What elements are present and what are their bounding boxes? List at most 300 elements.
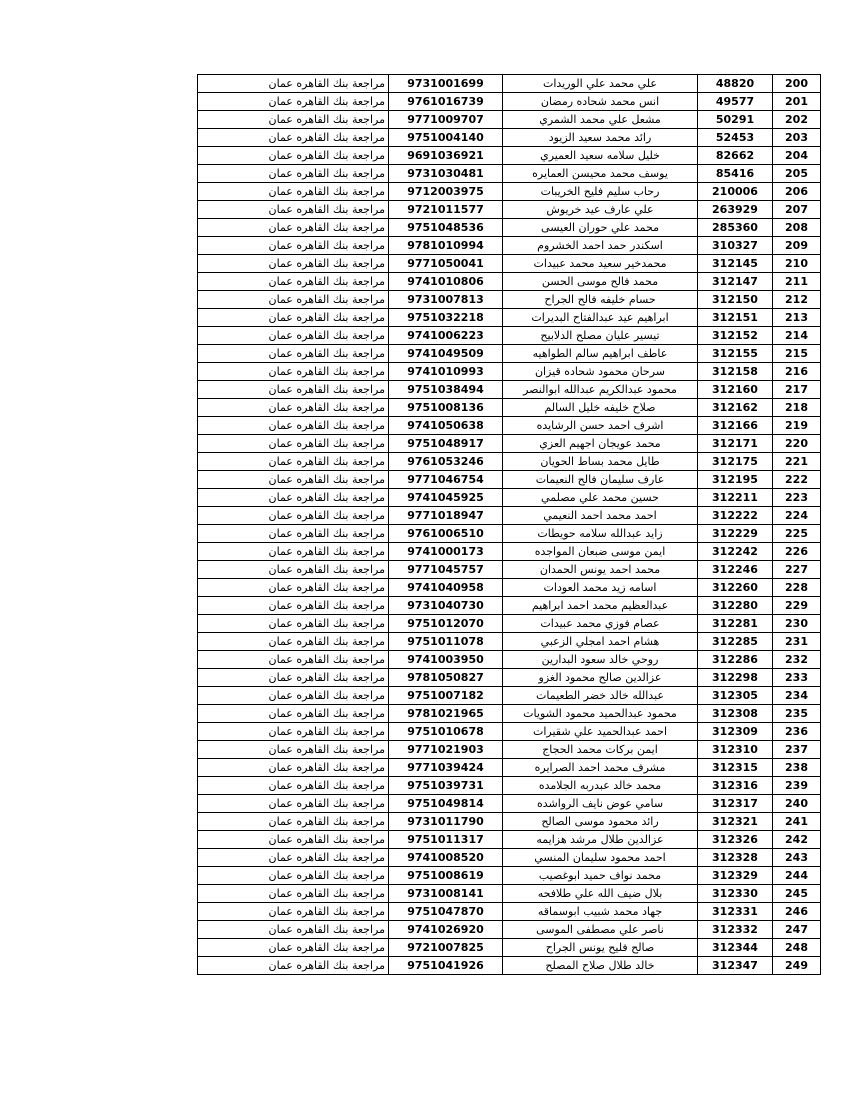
id-number-cell: 312286 — [698, 651, 773, 669]
account-number-cell: 9781021965 — [389, 705, 503, 723]
account-number-cell: 9731040730 — [389, 597, 503, 615]
branch-cell: مراجعة بنك القاهره عمان — [198, 849, 389, 867]
table-row — [198, 75, 821, 93]
branch-cell: مراجعة بنك القاهره عمان — [198, 129, 389, 147]
table-row — [198, 435, 821, 453]
table-row — [198, 219, 821, 237]
id-number-cell: 312175 — [698, 453, 773, 471]
table-row — [198, 417, 821, 435]
id-number-cell: 312315 — [698, 759, 773, 777]
account-number-cell: 9741045925 — [389, 489, 503, 507]
id-number-cell: 263929 — [698, 201, 773, 219]
table-row — [198, 165, 821, 183]
table-row — [198, 453, 821, 471]
row-number-cell: 209 — [773, 237, 821, 255]
account-number-cell: 9781050827 — [389, 669, 503, 687]
id-number-cell: 285360 — [698, 219, 773, 237]
branch-cell: مراجعة بنك القاهره عمان — [198, 633, 389, 651]
row-number-cell: 237 — [773, 741, 821, 759]
name-cell: خليل سلامه سعيد العميري — [503, 147, 698, 165]
account-number-cell: 9751004140 — [389, 129, 503, 147]
name-cell: محمد خالد عبدربه الجلامده — [503, 777, 698, 795]
account-number-cell: 9751012070 — [389, 615, 503, 633]
table-row — [198, 399, 821, 417]
name-cell: اشرف احمد حسن الرشايده — [503, 417, 698, 435]
name-cell: عارف سليمان فالح النعيمات — [503, 471, 698, 489]
name-cell: حسين محمد علي مصلمي — [503, 489, 698, 507]
account-number-cell: 9731001699 — [389, 75, 503, 93]
table-row — [198, 525, 821, 543]
table-row — [198, 615, 821, 633]
branch-cell: مراجعة بنك القاهره عمان — [198, 147, 389, 165]
name-cell: سامي عوض نايف الرواشده — [503, 795, 698, 813]
id-number-cell: 312298 — [698, 669, 773, 687]
row-number-cell: 207 — [773, 201, 821, 219]
branch-cell: مراجعة بنك القاهره عمان — [198, 93, 389, 111]
table-row — [198, 813, 821, 831]
row-number-cell: 218 — [773, 399, 821, 417]
account-number-cell: 9731011790 — [389, 813, 503, 831]
table-row — [198, 507, 821, 525]
name-cell: علي عارف عيد خريوش — [503, 201, 698, 219]
name-cell: احمد محمود سليمان المنسي — [503, 849, 698, 867]
table-row — [198, 93, 821, 111]
table-row — [198, 129, 821, 147]
name-cell: صلاح خليفه خليل السالم — [503, 399, 698, 417]
id-number-cell: 312328 — [698, 849, 773, 867]
row-number-cell: 229 — [773, 597, 821, 615]
id-number-cell: 82662 — [698, 147, 773, 165]
account-number-cell: 9731008141 — [389, 885, 503, 903]
id-number-cell: 312316 — [698, 777, 773, 795]
table-row — [198, 201, 821, 219]
row-number-cell: 214 — [773, 327, 821, 345]
row-number-cell: 234 — [773, 687, 821, 705]
branch-cell: مراجعة بنك القاهره عمان — [198, 435, 389, 453]
id-number-cell: 48820 — [698, 75, 773, 93]
account-number-cell: 9751047870 — [389, 903, 503, 921]
row-number-cell: 248 — [773, 939, 821, 957]
branch-cell: مراجعة بنك القاهره عمان — [198, 165, 389, 183]
records-table — [197, 74, 821, 975]
branch-cell: مراجعة بنك القاهره عمان — [198, 939, 389, 957]
name-cell: علي محمد علي الوريدات — [503, 75, 698, 93]
table-row — [198, 867, 821, 885]
table-row — [198, 183, 821, 201]
id-number-cell: 312321 — [698, 813, 773, 831]
name-cell: سرحان محمود شحاده قيزان — [503, 363, 698, 381]
table-row — [198, 471, 821, 489]
id-number-cell: 312308 — [698, 705, 773, 723]
branch-cell: مراجعة بنك القاهره عمان — [198, 399, 389, 417]
name-cell: ايمن موسى ضبعان المواجده — [503, 543, 698, 561]
account-number-cell: 9751010678 — [389, 723, 503, 741]
id-number-cell: 210006 — [698, 183, 773, 201]
id-number-cell: 49577 — [698, 93, 773, 111]
row-number-cell: 220 — [773, 435, 821, 453]
table-row — [198, 111, 821, 129]
account-number-cell: 9751039731 — [389, 777, 503, 795]
account-number-cell: 9741049509 — [389, 345, 503, 363]
id-number-cell: 312310 — [698, 741, 773, 759]
id-number-cell: 312260 — [698, 579, 773, 597]
table-row — [198, 939, 821, 957]
row-number-cell: 226 — [773, 543, 821, 561]
name-cell: خالد طلال صلاح المصلح — [503, 957, 698, 975]
account-number-cell: 9751038494 — [389, 381, 503, 399]
row-number-cell: 202 — [773, 111, 821, 129]
id-number-cell: 312329 — [698, 867, 773, 885]
row-number-cell: 241 — [773, 813, 821, 831]
row-number-cell: 227 — [773, 561, 821, 579]
row-number-cell: 249 — [773, 957, 821, 975]
id-number-cell: 312171 — [698, 435, 773, 453]
branch-cell: مراجعة بنك القاهره عمان — [198, 597, 389, 615]
table-row — [198, 849, 821, 867]
table-row — [198, 723, 821, 741]
branch-cell: مراجعة بنك القاهره عمان — [198, 75, 389, 93]
account-number-cell: 9761016739 — [389, 93, 503, 111]
branch-cell: مراجعة بنك القاهره عمان — [198, 291, 389, 309]
account-number-cell: 9751048536 — [389, 219, 503, 237]
row-number-cell: 240 — [773, 795, 821, 813]
name-cell: رحاب سليم فليح الخريبات — [503, 183, 698, 201]
id-number-cell: 312331 — [698, 903, 773, 921]
branch-cell: مراجعة بنك القاهره عمان — [198, 723, 389, 741]
account-number-cell: 9751041926 — [389, 957, 503, 975]
id-number-cell: 312229 — [698, 525, 773, 543]
table-row — [198, 633, 821, 651]
name-cell: محمد علي حوران العيسى — [503, 219, 698, 237]
branch-cell: مراجعة بنك القاهره عمان — [198, 489, 389, 507]
branch-cell: مراجعة بنك القاهره عمان — [198, 201, 389, 219]
id-number-cell: 85416 — [698, 165, 773, 183]
name-cell: محمود عبدالكريم عبدالله ابوالنصر — [503, 381, 698, 399]
id-number-cell: 312285 — [698, 633, 773, 651]
name-cell: تيسير عليان مصلح الدلابيح — [503, 327, 698, 345]
id-number-cell: 310327 — [698, 237, 773, 255]
account-number-cell: 9751048917 — [389, 435, 503, 453]
branch-cell: مراجعة بنك القاهره عمان — [198, 687, 389, 705]
table-row — [198, 759, 821, 777]
account-number-cell: 9741026920 — [389, 921, 503, 939]
row-number-cell: 205 — [773, 165, 821, 183]
branch-cell: مراجعة بنك القاهره عمان — [198, 903, 389, 921]
branch-cell: مراجعة بنك القاهره عمان — [198, 759, 389, 777]
id-number-cell: 312330 — [698, 885, 773, 903]
id-number-cell: 312162 — [698, 399, 773, 417]
row-number-cell: 201 — [773, 93, 821, 111]
name-cell: محمدخير سعيد محمد عبيدات — [503, 255, 698, 273]
row-number-cell: 222 — [773, 471, 821, 489]
name-cell: عبدالعظيم محمد احمد ابراهيم — [503, 597, 698, 615]
table-row — [198, 327, 821, 345]
id-number-cell: 50291 — [698, 111, 773, 129]
name-cell: اسامه زيد محمد العودات — [503, 579, 698, 597]
name-cell: محمد احمد يونس الحمدان — [503, 561, 698, 579]
name-cell: زايد عبدالله سلامه حويطات — [503, 525, 698, 543]
row-number-cell: 233 — [773, 669, 821, 687]
account-number-cell: 9761053246 — [389, 453, 503, 471]
row-number-cell: 203 — [773, 129, 821, 147]
name-cell: محمد نواف حميد ابوغصيب — [503, 867, 698, 885]
id-number-cell: 312150 — [698, 291, 773, 309]
account-number-cell: 9741008520 — [389, 849, 503, 867]
account-number-cell: 9741010993 — [389, 363, 503, 381]
row-number-cell: 221 — [773, 453, 821, 471]
name-cell: يوسف محمد محيسن العمايره — [503, 165, 698, 183]
row-number-cell: 247 — [773, 921, 821, 939]
name-cell: جهاد محمد شبيب ابوسماقه — [503, 903, 698, 921]
id-number-cell: 312280 — [698, 597, 773, 615]
row-number-cell: 224 — [773, 507, 821, 525]
branch-cell: مراجعة بنك القاهره عمان — [198, 795, 389, 813]
branch-cell: مراجعة بنك القاهره عمان — [198, 219, 389, 237]
account-number-cell: 9761006510 — [389, 525, 503, 543]
id-number-cell: 312344 — [698, 939, 773, 957]
branch-cell: مراجعة بنك القاهره عمان — [198, 831, 389, 849]
name-cell: عبدالله خالد خضر الطعيمات — [503, 687, 698, 705]
branch-cell: مراجعة بنك القاهره عمان — [198, 345, 389, 363]
id-number-cell: 312211 — [698, 489, 773, 507]
branch-cell: مراجعة بنك القاهره عمان — [198, 813, 389, 831]
account-number-cell: 9751007182 — [389, 687, 503, 705]
id-number-cell: 312222 — [698, 507, 773, 525]
name-cell: انس محمد شحاده رمضان — [503, 93, 698, 111]
id-number-cell: 312145 — [698, 255, 773, 273]
table-row — [198, 147, 821, 165]
name-cell: حسام خليفه فالح الجراح — [503, 291, 698, 309]
table-row — [198, 669, 821, 687]
branch-cell: مراجعة بنك القاهره عمان — [198, 255, 389, 273]
account-number-cell: 9712003975 — [389, 183, 503, 201]
name-cell: محمد عويجان اجهيم العزي — [503, 435, 698, 453]
branch-cell: مراجعة بنك القاهره عمان — [198, 417, 389, 435]
name-cell: صالح فليح يونس الجراح — [503, 939, 698, 957]
name-cell: عزالدين طلال مرشد هزايمه — [503, 831, 698, 849]
name-cell: محمود عبدالحميد محمود الشويات — [503, 705, 698, 723]
row-number-cell: 239 — [773, 777, 821, 795]
id-number-cell: 312332 — [698, 921, 773, 939]
id-number-cell: 52453 — [698, 129, 773, 147]
name-cell: ناصر علي مصطفى الموسى — [503, 921, 698, 939]
account-number-cell: 9741050638 — [389, 417, 503, 435]
table-row — [198, 777, 821, 795]
table-row — [198, 741, 821, 759]
name-cell: ابراهيم عيد عبدالفتاح البديرات — [503, 309, 698, 327]
table-row — [198, 705, 821, 723]
account-number-cell: 9771018947 — [389, 507, 503, 525]
table-row — [198, 651, 821, 669]
id-number-cell: 312155 — [698, 345, 773, 363]
name-cell: عصام فوزي محمد عبيدات — [503, 615, 698, 633]
table-row — [198, 363, 821, 381]
name-cell: احمد محمد احمد النعيمي — [503, 507, 698, 525]
account-number-cell: 9771039424 — [389, 759, 503, 777]
name-cell: عاطف ابراهيم سالم الطواهيه — [503, 345, 698, 363]
account-number-cell: 9751011078 — [389, 633, 503, 651]
account-number-cell: 9721011577 — [389, 201, 503, 219]
row-number-cell: 204 — [773, 147, 821, 165]
table-row — [198, 345, 821, 363]
account-number-cell: 9721007825 — [389, 939, 503, 957]
row-number-cell: 245 — [773, 885, 821, 903]
table-row — [198, 237, 821, 255]
name-cell: طايل محمد بساط الحويان — [503, 453, 698, 471]
branch-cell: مراجعة بنك القاهره عمان — [198, 921, 389, 939]
id-number-cell: 312242 — [698, 543, 773, 561]
row-number-cell: 223 — [773, 489, 821, 507]
name-cell: رائد محمود موسى الصالح — [503, 813, 698, 831]
id-number-cell: 312317 — [698, 795, 773, 813]
table-row — [198, 489, 821, 507]
row-number-cell: 211 — [773, 273, 821, 291]
row-number-cell: 232 — [773, 651, 821, 669]
branch-cell: مراجعة بنك القاهره عمان — [198, 381, 389, 399]
account-number-cell: 9731030481 — [389, 165, 503, 183]
name-cell: رائد محمد سعيد الزيود — [503, 129, 698, 147]
table-row — [198, 381, 821, 399]
table-row — [198, 831, 821, 849]
row-number-cell: 219 — [773, 417, 821, 435]
branch-cell: مراجعة بنك القاهره عمان — [198, 651, 389, 669]
row-number-cell: 243 — [773, 849, 821, 867]
row-number-cell: 212 — [773, 291, 821, 309]
branch-cell: مراجعة بنك القاهره عمان — [198, 741, 389, 759]
table-row — [198, 309, 821, 327]
id-number-cell: 312147 — [698, 273, 773, 291]
name-cell: مشرف محمد احمد الصرايره — [503, 759, 698, 777]
id-number-cell: 312152 — [698, 327, 773, 345]
row-number-cell: 246 — [773, 903, 821, 921]
account-number-cell: 9771046754 — [389, 471, 503, 489]
id-number-cell: 312160 — [698, 381, 773, 399]
row-number-cell: 216 — [773, 363, 821, 381]
table-row — [198, 291, 821, 309]
id-number-cell: 312195 — [698, 471, 773, 489]
account-number-cell: 9731007813 — [389, 291, 503, 309]
account-number-cell: 9751008136 — [389, 399, 503, 417]
branch-cell: مراجعة بنك القاهره عمان — [198, 561, 389, 579]
id-number-cell: 312326 — [698, 831, 773, 849]
row-number-cell: 210 — [773, 255, 821, 273]
account-number-cell: 9741000173 — [389, 543, 503, 561]
row-number-cell: 206 — [773, 183, 821, 201]
branch-cell: مراجعة بنك القاهره عمان — [198, 777, 389, 795]
table-row — [198, 903, 821, 921]
branch-cell: مراجعة بنك القاهره عمان — [198, 579, 389, 597]
table-row — [198, 561, 821, 579]
account-number-cell: 9771009707 — [389, 111, 503, 129]
name-cell: هشام احمد امجلي الزعبي — [503, 633, 698, 651]
row-number-cell: 217 — [773, 381, 821, 399]
branch-cell: مراجعة بنك القاهره عمان — [198, 615, 389, 633]
name-cell: مشعل علي محمد الشمري — [503, 111, 698, 129]
branch-cell: مراجعة بنك القاهره عمان — [198, 111, 389, 129]
table-row — [198, 957, 821, 975]
id-number-cell: 312309 — [698, 723, 773, 741]
account-number-cell: 9751008619 — [389, 867, 503, 885]
table-row — [198, 597, 821, 615]
account-number-cell: 9741010806 — [389, 273, 503, 291]
account-number-cell: 9741003950 — [389, 651, 503, 669]
account-number-cell: 9691036921 — [389, 147, 503, 165]
row-number-cell: 225 — [773, 525, 821, 543]
id-number-cell: 312305 — [698, 687, 773, 705]
row-number-cell: 215 — [773, 345, 821, 363]
name-cell: روحي خالد سعود البدارين — [503, 651, 698, 669]
account-number-cell: 9771045757 — [389, 561, 503, 579]
row-number-cell: 228 — [773, 579, 821, 597]
branch-cell: مراجعة بنك القاهره عمان — [198, 309, 389, 327]
table-row — [198, 579, 821, 597]
branch-cell: مراجعة بنك القاهره عمان — [198, 363, 389, 381]
name-cell: احمد عبدالحميد علي شقيرات — [503, 723, 698, 741]
table-row — [198, 921, 821, 939]
account-number-cell: 9771050041 — [389, 255, 503, 273]
row-number-cell: 231 — [773, 633, 821, 651]
account-number-cell: 9751011317 — [389, 831, 503, 849]
table-row — [198, 885, 821, 903]
id-number-cell: 312166 — [698, 417, 773, 435]
branch-cell: مراجعة بنك القاهره عمان — [198, 327, 389, 345]
row-number-cell: 242 — [773, 831, 821, 849]
name-cell: بلال ضيف الله علي طلافحه — [503, 885, 698, 903]
row-number-cell: 200 — [773, 75, 821, 93]
branch-cell: مراجعة بنك القاهره عمان — [198, 867, 389, 885]
id-number-cell: 312158 — [698, 363, 773, 381]
row-number-cell: 236 — [773, 723, 821, 741]
branch-cell: مراجعة بنك القاهره عمان — [198, 183, 389, 201]
branch-cell: مراجعة بنك القاهره عمان — [198, 525, 389, 543]
table-row — [198, 255, 821, 273]
account-number-cell: 9741040958 — [389, 579, 503, 597]
row-number-cell: 213 — [773, 309, 821, 327]
branch-cell: مراجعة بنك القاهره عمان — [198, 507, 389, 525]
branch-cell: مراجعة بنك القاهره عمان — [198, 543, 389, 561]
row-number-cell: 235 — [773, 705, 821, 723]
account-number-cell: 9751032218 — [389, 309, 503, 327]
branch-cell: مراجعة بنك القاهره عمان — [198, 453, 389, 471]
branch-cell: مراجعة بنك القاهره عمان — [198, 237, 389, 255]
row-number-cell: 238 — [773, 759, 821, 777]
branch-cell: مراجعة بنك القاهره عمان — [198, 885, 389, 903]
branch-cell: مراجعة بنك القاهره عمان — [198, 669, 389, 687]
account-number-cell: 9771021903 — [389, 741, 503, 759]
row-number-cell: 244 — [773, 867, 821, 885]
name-cell: عزالدين صالح محمود الغزو — [503, 669, 698, 687]
table-row — [198, 273, 821, 291]
records-table-body — [198, 75, 821, 975]
branch-cell: مراجعة بنك القاهره عمان — [198, 471, 389, 489]
table-row — [198, 543, 821, 561]
table-row — [198, 795, 821, 813]
name-cell: محمد فالح موسى الحسن — [503, 273, 698, 291]
name-cell: ايمن بركات محمد الحجاج — [503, 741, 698, 759]
branch-cell: مراجعة بنك القاهره عمان — [198, 705, 389, 723]
name-cell: اسكندر حمد احمد الخشروم — [503, 237, 698, 255]
branch-cell: مراجعة بنك القاهره عمان — [198, 273, 389, 291]
id-number-cell: 312151 — [698, 309, 773, 327]
id-number-cell: 312347 — [698, 957, 773, 975]
account-number-cell: 9781010994 — [389, 237, 503, 255]
branch-cell: مراجعة بنك القاهره عمان — [198, 957, 389, 975]
account-number-cell: 9741006223 — [389, 327, 503, 345]
table-row — [198, 687, 821, 705]
account-number-cell: 9751049814 — [389, 795, 503, 813]
row-number-cell: 208 — [773, 219, 821, 237]
id-number-cell: 312246 — [698, 561, 773, 579]
